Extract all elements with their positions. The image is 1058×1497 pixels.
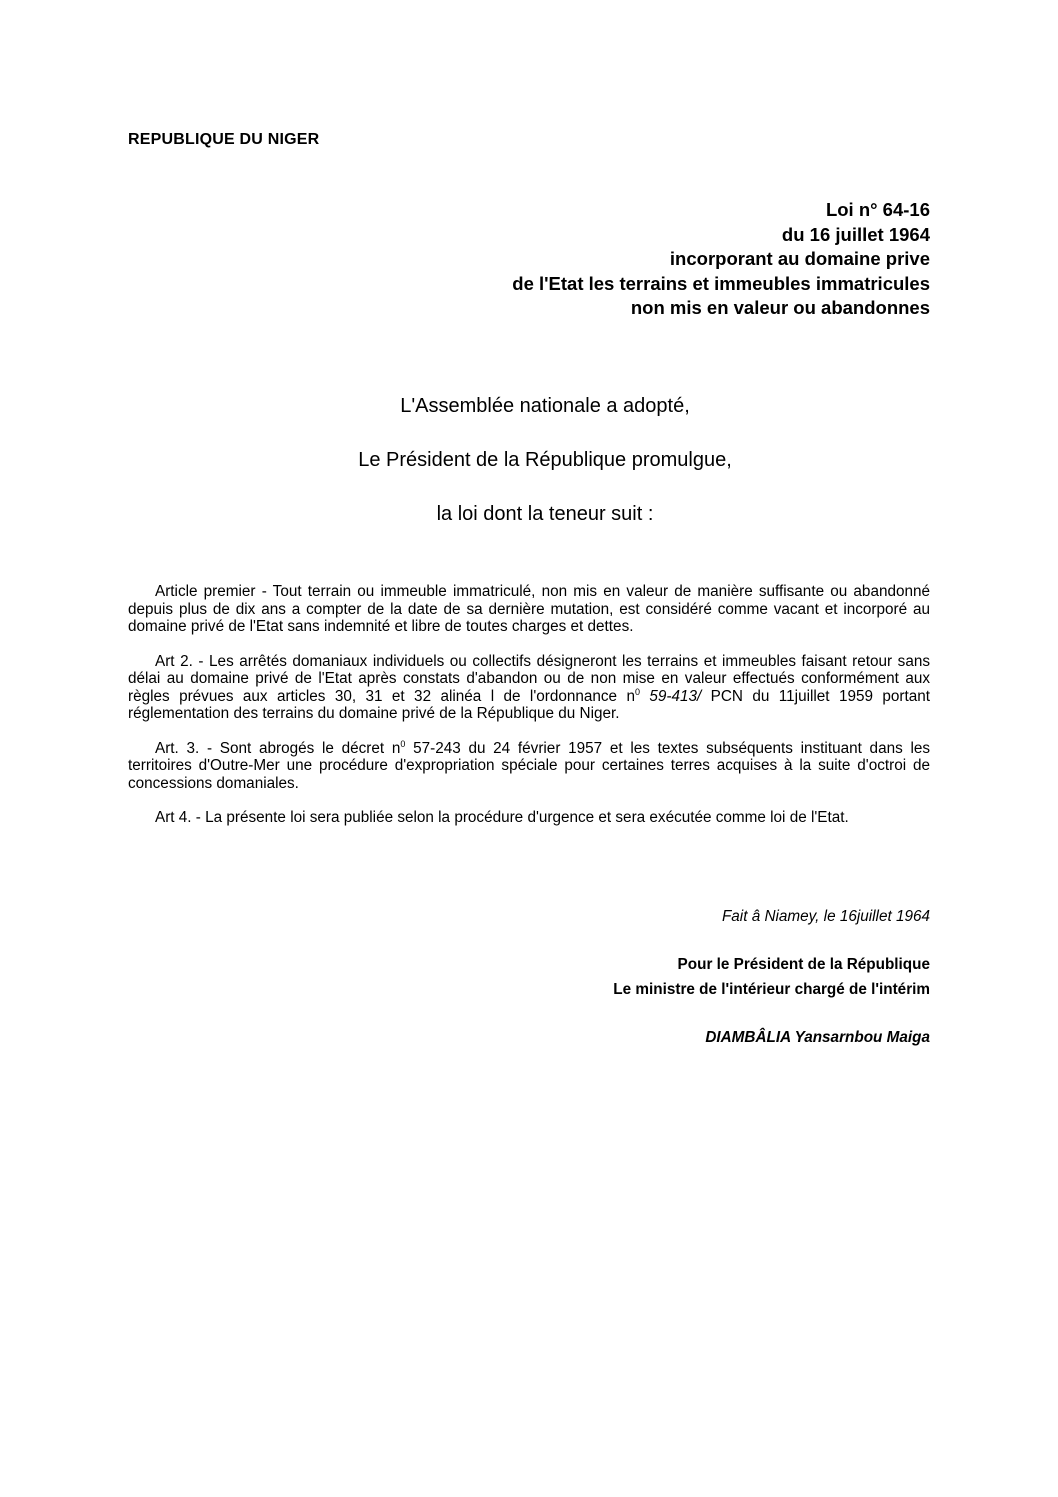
law-intro: la loi dont la teneur suit : — [436, 503, 654, 525]
law-date: du 16 juillet 1964 — [781, 223, 930, 245]
president-promulgates: Le Président de la République promulgue, — [358, 449, 732, 471]
law-body — [128, 583, 930, 844]
article-3: Art. 3. - Sont abrogés le décret $n^0$ 57-243 du 24 février 1957 et les textes subséquents instituant dans les territoires d'Outre-Mer une procédure d'expropriation spéciale pour certaines terres acquises à la suite d'octroi de concessions domaniales. — [128, 738, 930, 792]
law-subject-line1: incorporant au domaine prive — [669, 248, 930, 269]
signatory-minister: Le ministre de l'intérieur chargé de l'intérim — [613, 981, 930, 998]
law-title — [230, 198, 930, 321]
place-and-date: Fait â Niamey, le 16juillet 1964 — [721, 908, 930, 925]
article-2: Art 2. - Les arrêtés domaniaux individuels ou collectifs désigneront les terrains et immeubles faisant retour sans délai au domaine privé de l'Etat après constats d'abandon ou de non mise en valeur effectués conformément aux règles prévues aux articles 30, 31 et 32 alinéa l de l'ordonnance $n^0$ 59-413/ PCN du 11juillet 1959 portant réglementation des terrains du domaine privé de la République du Niger. — [128, 652, 931, 722]
article-1: Article premier - Tout terrain ou immeuble immatriculé, non mis en valeur de manière suffisante ou abandonné depuis plus de dix ans a compter de la date de sa dernière mutation, est considéré comme vacant et incorporé au domaine privé de l'Etat sans indemnité et libre de toutes charges et dettes. — [128, 583, 930, 635]
article-4: Art 4. - La présente loi sera publiée selon la procédure d'urgence et sera exécutée comme loi de l'Etat. — [155, 809, 849, 826]
country-heading: REPUBLIQUE DU NIGER — [128, 131, 320, 148]
assembly-adopted: L'Assemblée nationale a adopté, — [400, 395, 690, 417]
law-number: Loi n° 64-16 — [825, 199, 930, 220]
law-subject-line2: de l'Etat les terrains et immeubles immatricules — [512, 272, 930, 294]
law-subject-line3: non mis en valeur ou abandonnes — [630, 297, 930, 318]
signatory-for-president: Pour le Président de la République — [677, 956, 930, 973]
signatory-name: DIAMBÂLIA Yansarnbou Maiga — [705, 1029, 930, 1046]
